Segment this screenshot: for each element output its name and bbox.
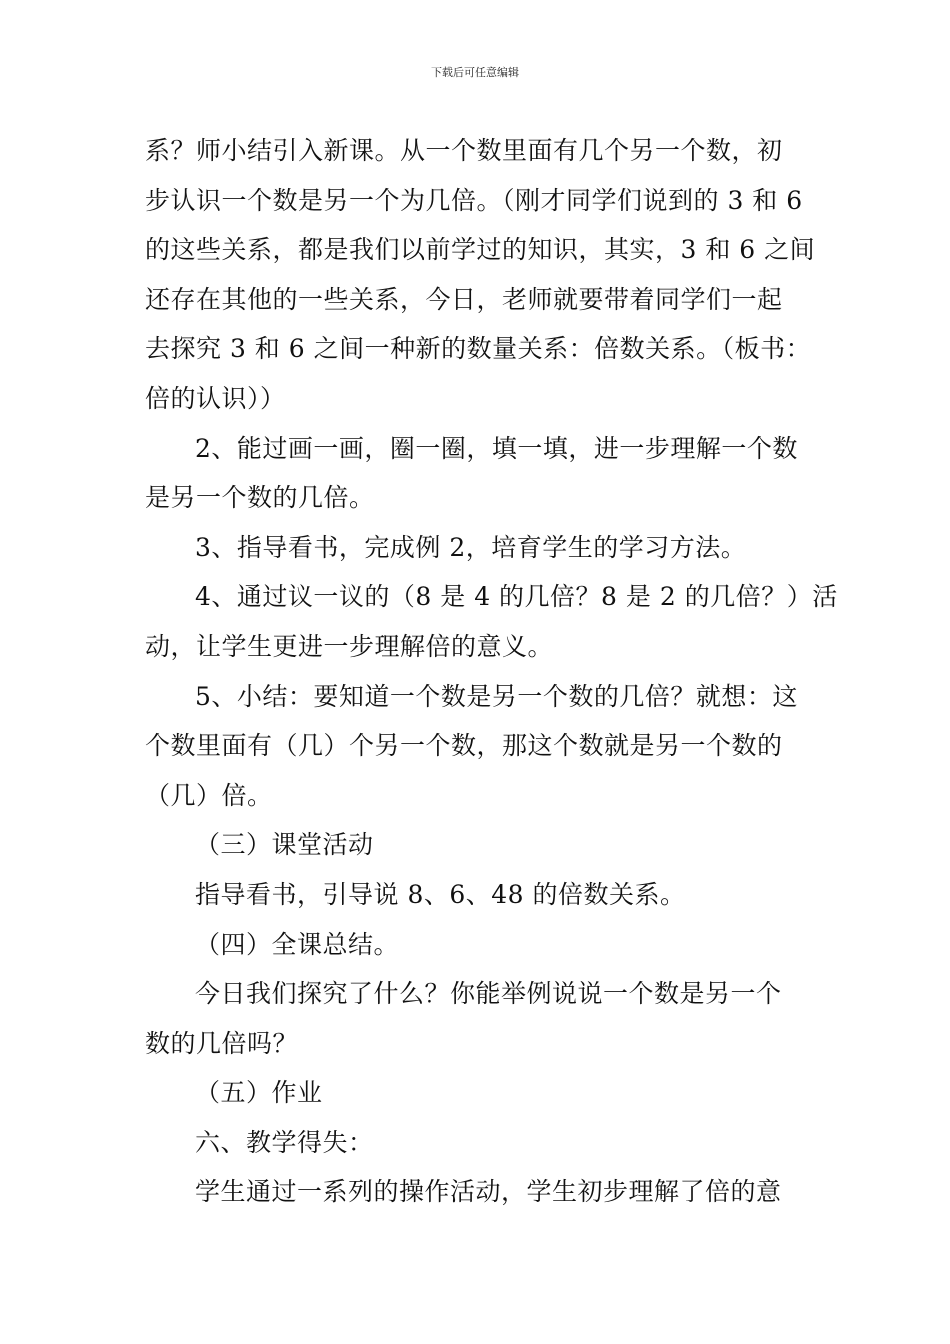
- text-line: （几）倍。: [145, 780, 273, 810]
- text-line: 倍的认识））: [145, 383, 286, 413]
- text-line: 指导看书，引导说 8、6、48 的倍数关系。: [195, 879, 686, 909]
- page-header: 下载后可任意编辑: [431, 66, 519, 79]
- text-line: 系？师小结引入新课。从一个数里面有几个另一个数，初: [145, 136, 783, 165]
- text-line: 六、教学得失：: [195, 1127, 374, 1157]
- text-line: 今日我们探究了什么？你能举例说说一个数是另一个: [195, 979, 782, 1009]
- text-line: 4、通过议一议的（8 是 4 的几倍？8 是 2 的几倍？）活: [195, 582, 838, 612]
- text-line: 5、小结：要知道一个数是另一个数的几倍？就想：这: [195, 681, 798, 711]
- text-line: 2、能过画一画，圈一圈，填一填，进一步理解一个数: [195, 433, 798, 463]
- text-line: （五）作业: [195, 1078, 323, 1108]
- text-line: 的这些关系，都是我们以前学过的知识，其实，3 和 6 之间: [145, 235, 816, 265]
- text-line: 步认识一个数是另一个为几倍。（刚才同学们说到的 3 和 6: [145, 185, 803, 215]
- text-line: 学生通过一系列的操作活动，学生初步理解了倍的意: [195, 1177, 782, 1207]
- text-line: 去探究 3 和 6 之间一种新的数量关系：倍数关系。（板书：: [145, 334, 812, 364]
- text-line: 3、指导看书，完成例 2，培育学生的学习方法。: [195, 532, 747, 562]
- text-line: （四）全课总结。: [195, 929, 400, 959]
- text-line: 个数里面有（几）个另一个数，那这个数就是另一个数的: [145, 731, 783, 761]
- text-line: 还存在其他的一些关系，今日，老师就要带着同学们一起: [145, 284, 783, 314]
- document-body: [145, 126, 838, 1217]
- text-line: 动，让学生更进一步理解倍的意义。: [145, 631, 554, 661]
- text-line: （三）课堂活动: [195, 830, 374, 860]
- text-line: 数的几倍吗？: [145, 1028, 299, 1058]
- text-line: 是另一个数的几倍。: [145, 483, 375, 513]
